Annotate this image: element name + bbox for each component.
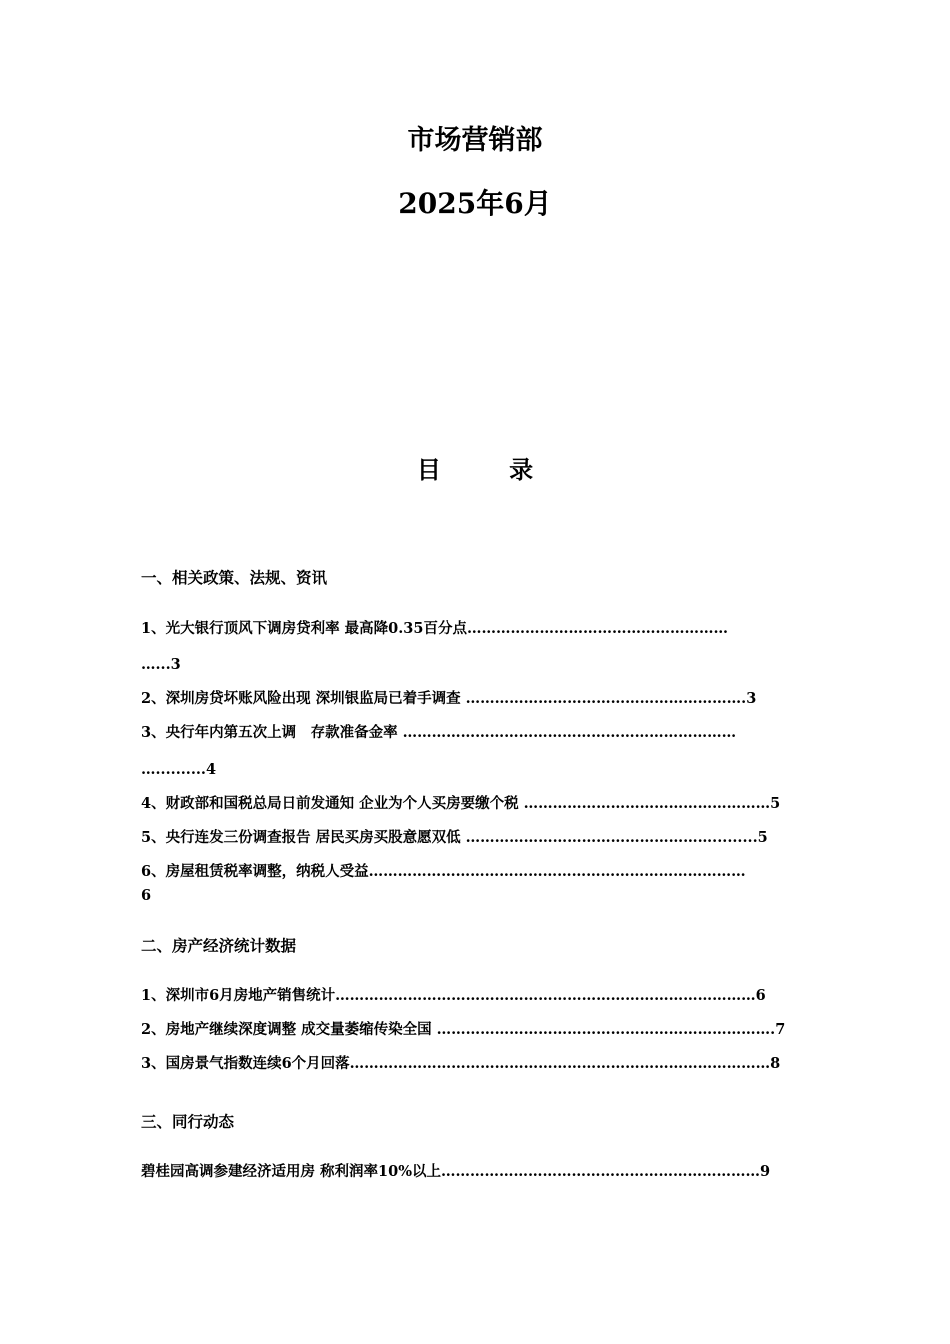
toc-entry-continuation[interactable]: …..........4 xyxy=(141,761,217,778)
toc-entry[interactable]: 1、光大银行顶风下调房贷利率 最高降0.35百分点……………………………………………… xyxy=(141,620,728,637)
toc-entry[interactable]: 3、央行年内第五次上调 存款准备金率 …………………………………………………………… xyxy=(141,724,737,741)
toc-heading: 目 录 xyxy=(416,455,564,484)
toc-entry[interactable]: 5、央行连发三份调查报告 居民买房买股意愿双低 …………………………………………….........5 xyxy=(141,829,768,846)
department-title: 市场营销部 xyxy=(407,125,543,156)
toc-section-heading: 二、房产经济统计数据 xyxy=(141,936,297,955)
toc-entry[interactable]: 3、国房景气指数连续6个月回落……………………………………………………………………………8 xyxy=(141,1055,781,1072)
date-title: 2025年6月 xyxy=(398,187,552,220)
toc-entry[interactable]: 2、房地产继续深度调整 成交量萎缩传染全国 …………………………………………………………….7 xyxy=(141,1021,786,1038)
toc-entry-continuation[interactable]: …...3 xyxy=(141,656,181,673)
toc-section-heading: 一、相关政策、法规、资讯 xyxy=(141,568,328,587)
toc-entry[interactable]: 6、房屋租赁税率调整，纳税人受益…………………………………………………………………… xyxy=(141,863,746,880)
toc-entry-continuation[interactable]: 6 xyxy=(141,887,152,904)
toc-entry[interactable]: 1、深圳市6月房地产销售统计……………………………………………………………………………6 xyxy=(141,987,766,1004)
toc-section-heading: 三、同行动态 xyxy=(141,1112,235,1131)
toc-entry[interactable]: 碧桂园高调参建经济适用房 称利润率10%以上…………………………………………………………9 xyxy=(141,1163,771,1180)
toc-entry[interactable]: 2、深圳房贷坏账风险出现 深圳银监局已着手调查 ………………………………………………….3 xyxy=(141,690,757,707)
toc-entry[interactable]: 4、财政部和国税总局日前发通知 企业为个人买房要缴个税 ……………………………………………5 xyxy=(141,795,781,812)
